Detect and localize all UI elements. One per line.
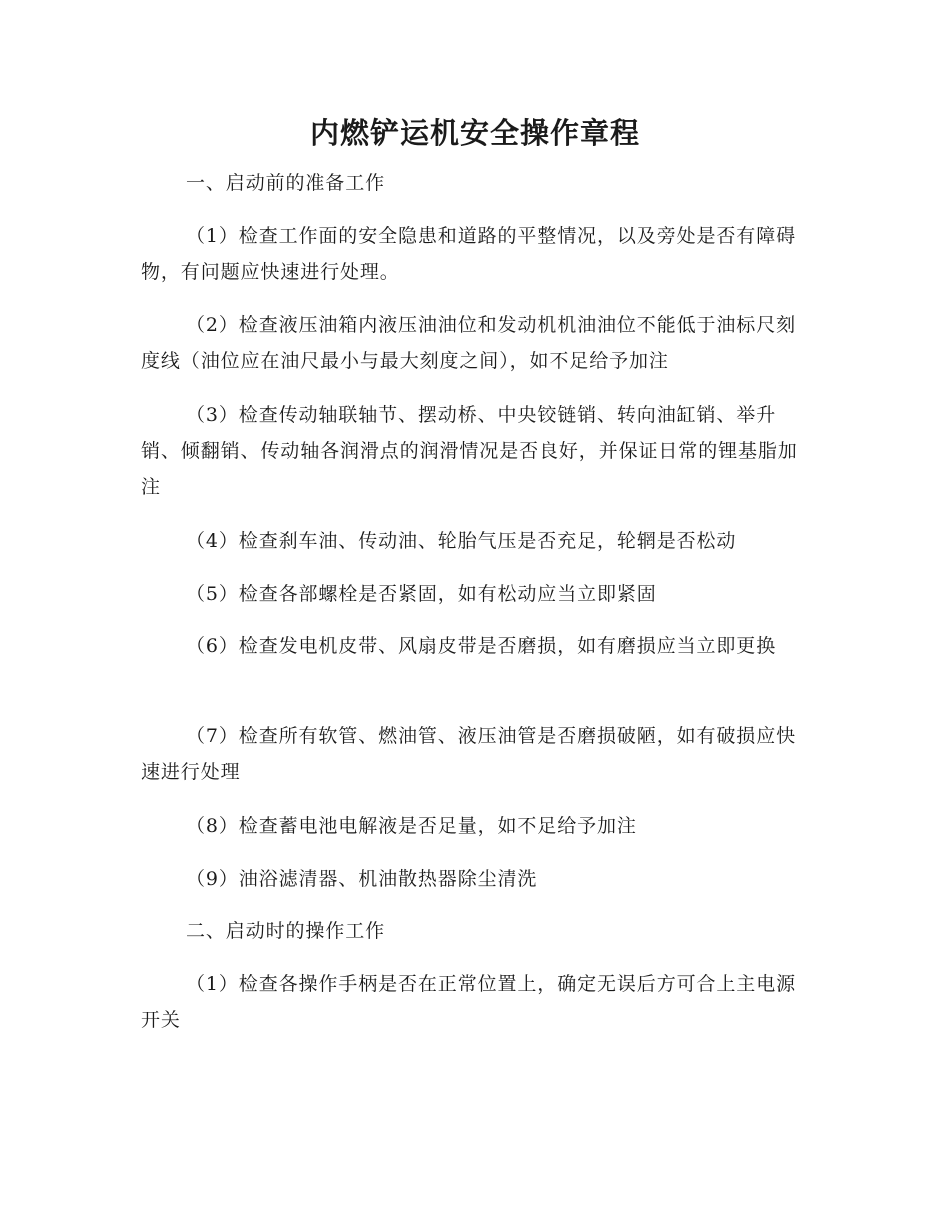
paragraph-item: （9）油浴滤清器、机油散热器除尘清洗 xyxy=(186,868,538,890)
section-heading-1: 一、启动前的准备工作 xyxy=(186,172,386,194)
paragraph-item: （8）检查蓄电池电解液是否足量，如不足给予加注 xyxy=(186,815,637,837)
paragraph-item: （6）检查发电机皮带、风扇皮带是否磨损，如有磨损应当立即更换 xyxy=(186,635,777,657)
paragraph-item: （3）检查传动轴联轴节、摆动桥、中央铰链销、转向油缸销、举升销、倾翻销、传动轴各润滑点的润滑情况是否良好，并保证日常的锂基脂加注 xyxy=(141,404,798,498)
paragraph-item: （1）检查各操作手柄是否在正常位置上，确定无误后方可合上主电源开关 xyxy=(141,973,796,1031)
paragraph-item: （5）检查各部螺栓是否紧固，如有松动应当立即紧固 xyxy=(186,583,657,605)
document-title: 内燃铲运机安全操作章程 xyxy=(309,116,640,150)
paragraph-item: （4）检查刹车油、传动油、轮胎气压是否充足，轮辋是否松动 xyxy=(186,530,737,552)
paragraph-item: （7）检查所有软管、燃油管、液压油管是否磨损破陋，如有破损应快速进行处理 xyxy=(141,725,796,783)
paragraph-item: （2）检查液压油箱内液压油油位和发动机机油油位不能低于油标尺刻度线（油位应在油尺最小与最大刻度之间），如不足给予加注 xyxy=(141,314,796,372)
paragraph-item: （1）检查工作面的安全隐患和道路的平整情况，以及旁处是否有障碍物，有问题应快速进行处理。 xyxy=(141,225,796,283)
section-heading-2: 二、启动时的操作工作 xyxy=(186,920,386,942)
